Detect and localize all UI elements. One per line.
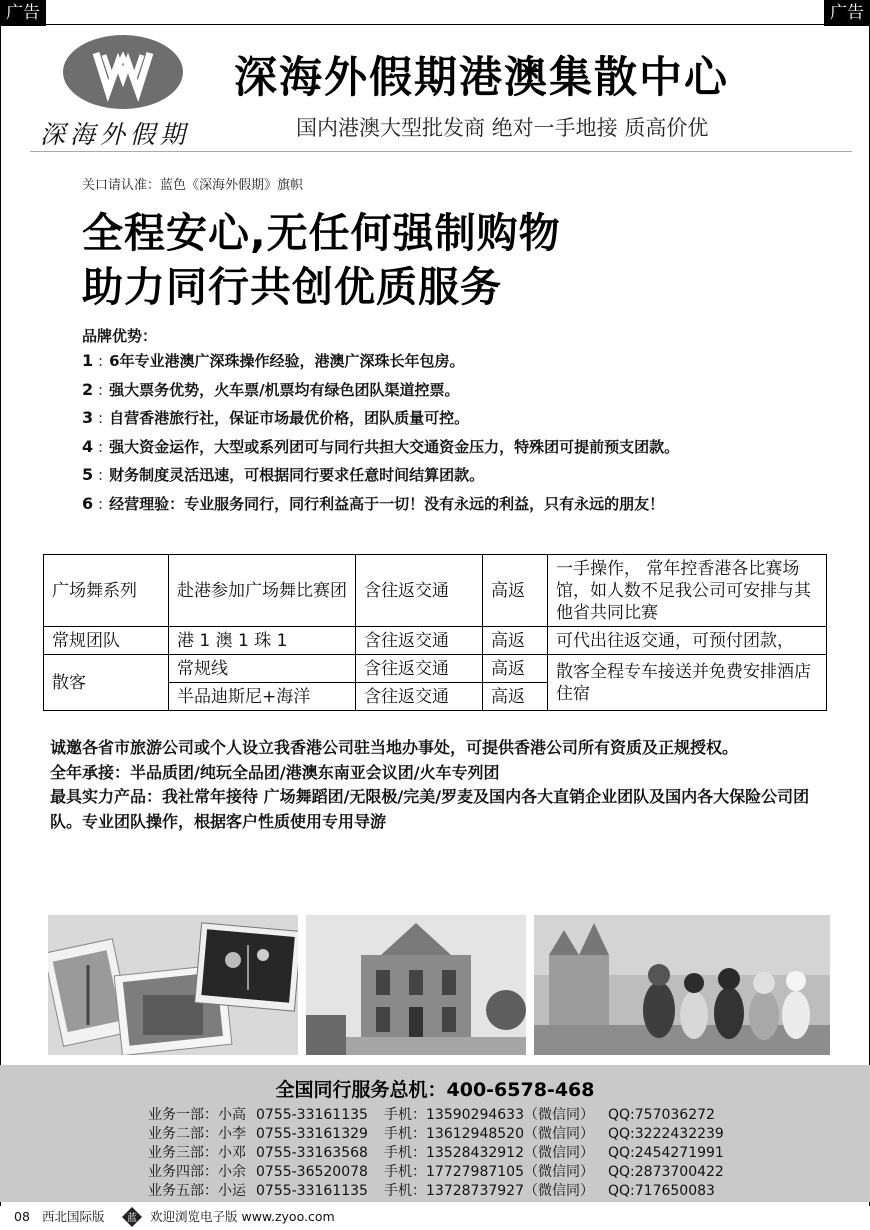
contact-row: 业务五部：小运 0755-33161135 手机：13728737927（微信同） QQ:717650083 [148, 1183, 715, 1199]
brand-logo-text: 深海外假期 [40, 120, 191, 149]
table-cell: 散客全程专车接送并免费安排酒店住宿 [548, 655, 827, 711]
invitation-text: 诚邀各省市旅游公司或个人设立我香港公司驻当地办事处，可提供香港公司所有资质及正规授权。 [50, 738, 739, 757]
ad-tag-left: 广告 [0, 0, 46, 26]
ruins-st-paul-image [306, 915, 526, 1055]
table-cell: 高返 [483, 555, 548, 627]
table-cell: 港 1 澳 1 珠 1 [169, 627, 356, 655]
table-cell: 一手操作， 常年控香港各比赛场馆，如人数不足我公司可安排与其他省共同比赛 [548, 555, 827, 627]
frame-top [0, 24, 870, 25]
page-footer [0, 1204, 870, 1230]
advantage-item: 6 : 经营理验：专业服务同行，同行利益高于一切！没有永远的利益，只有永远的朋友！ [82, 493, 665, 513]
table-row [44, 555, 827, 627]
postcard-collage-image [48, 915, 298, 1055]
contact-row: 业务四部：小余 0755-36520078 手机：17727987105（微信同） QQ:2873700422 [148, 1164, 724, 1180]
table-cell: 赴港参加广场舞比赛团 [169, 555, 356, 627]
brand-logo-icon [62, 33, 184, 111]
contact-row: 业务三部：小邓 0755-33163568 手机：13528432912（微信同） QQ:2454271991 [148, 1145, 724, 1161]
headline-line-2: 助力同行共创优质服务 [82, 263, 502, 311]
advantage-item: 5 : 财务制度灵活迅速，可根据同行要求任意时间结算团款。 [82, 465, 485, 485]
contact-row: 业务二部：小李 0755-33161329 手机：13612948520（微信同） QQ:3222432239 [148, 1126, 724, 1142]
table-row [44, 655, 827, 683]
advantage-item: 4 : 强大资金运作，大型或系列团可与同行共担大交通资金压力，特殊团可提前预支团款。 [82, 436, 680, 456]
table-cell: 可代出往返交通，可预付团款， [548, 627, 827, 655]
table-cell: 高返 [483, 683, 548, 711]
table-cell: 高返 [483, 627, 548, 655]
routes-table [43, 554, 827, 711]
disneyland-image [534, 915, 830, 1055]
table-cell: 高返 [483, 655, 548, 683]
notice-text: 关口请认准：蓝色《深海外假期》旗帜 [82, 178, 304, 193]
table-cell: 常规团队 [44, 627, 169, 655]
page-number: 08 [14, 1209, 30, 1224]
table-cell: 含往返交通 [356, 655, 483, 683]
year-round-text: 全年承接：半品质团/纯玩全品团/港澳东南亚会议团/火车专列团 [50, 762, 500, 782]
advantage-item: 1 : 6年专业港澳广深珠操作经验，港澳广深珠长年包房。 [82, 351, 465, 370]
brand-title: 深海外假期港澳集散中心 [234, 53, 729, 103]
brand-slogan: 国内港澳大型批发商 绝对一手地接 质高价优 [296, 116, 709, 140]
hotline: 全国同行服务总机：400-6578-468 [275, 1079, 595, 1101]
advantages-title: 品牌优势： [82, 327, 158, 345]
headline-line-1: 全程安心,无任何强制购物 [82, 209, 561, 257]
frame-left [0, 24, 1, 1206]
svg-text:蓝: 蓝 [127, 1213, 137, 1224]
table-cell: 半品迪斯尼+海洋 [169, 683, 356, 711]
advantage-item: 3 : 自营香港旅行社，保证市场最优价格，团队质量可控。 [82, 408, 470, 428]
edition-badge-icon [122, 1207, 142, 1227]
contact-list [148, 1106, 724, 1201]
products-text: 最具实力产品：我社常年接待 广场舞蹈团/无限极/完美/罗麦及国内各大直销企业团队及国内各大保险公司团队。专业团队操作，根据客户性质使用专用导游 [50, 787, 810, 831]
welcome-link[interactable]: 欢迎浏览电子版 www.zyoo.com [150, 1209, 335, 1224]
advantages-list [82, 350, 679, 522]
table-cell: 含往返交通 [356, 683, 483, 711]
table-cell: 含往返交通 [356, 555, 483, 627]
invitation-block [50, 736, 830, 834]
table-cell: 散客 [44, 655, 169, 711]
edition-label: 西北国际版 [42, 1209, 105, 1224]
contact-row: 业务一部：小高 0755-33161135 手机：13590294633（微信同） QQ:757036272 [148, 1107, 715, 1123]
ad-tag-right: 广告 [824, 0, 870, 26]
table-row [44, 627, 827, 655]
photo-strip [48, 915, 830, 1057]
advantage-item: 2 : 强大票务优势，火车票/机票均有绿色团队渠道控票。 [82, 379, 460, 399]
header-divider [30, 151, 852, 152]
table-cell: 广场舞系列 [44, 555, 169, 627]
table-cell: 常规线 [169, 655, 356, 683]
table-cell: 含往返交通 [356, 627, 483, 655]
